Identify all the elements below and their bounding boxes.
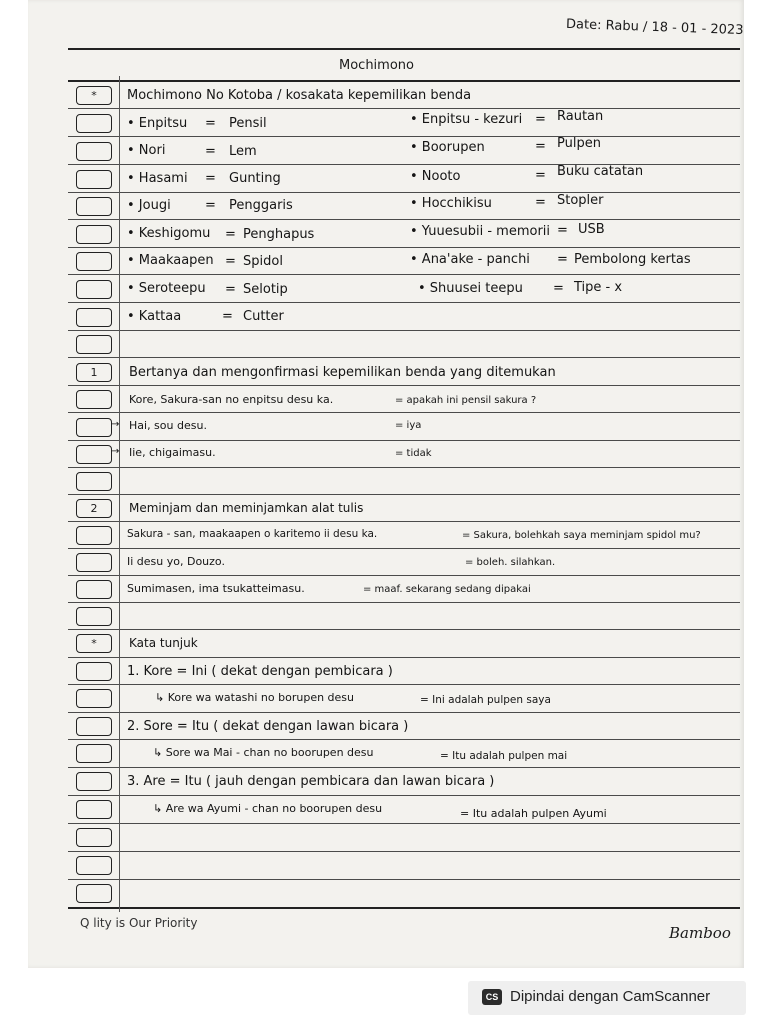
vocab-meaning: Penggaris <box>229 198 293 213</box>
rule-line <box>68 712 740 713</box>
vocab-term: • Nooto <box>410 169 461 184</box>
rule-line <box>68 108 740 109</box>
vocab-sep: = <box>222 309 233 324</box>
row-box <box>76 526 112 545</box>
row-box <box>76 607 112 626</box>
rule-line <box>68 136 740 137</box>
page-title: Mochimono <box>339 58 414 73</box>
rule-line <box>68 192 740 193</box>
rule-line <box>68 548 740 549</box>
vocab-sep: = <box>553 281 564 296</box>
sentence: Kore, Sakura-san no enpitsu desu ka. <box>129 393 334 406</box>
rule-line <box>68 219 740 220</box>
sentence: ↳ Sore wa Mai - chan no boorupen desu <box>153 746 374 759</box>
vocab-sep: = <box>205 171 216 186</box>
vocab-term: • Yuuesubii - memorii <box>410 224 551 239</box>
rule-line <box>68 302 740 303</box>
vocab-sep: = <box>535 195 546 210</box>
row-box <box>76 884 112 903</box>
vocab-term: • Maakaapen <box>127 253 214 268</box>
row-box <box>76 308 112 327</box>
sentence: Ii desu yo, Douzo. <box>127 555 225 568</box>
margin-line <box>119 76 120 912</box>
row-box <box>76 856 112 875</box>
sentence-meaning: = Sakura, bolehkah saya meminjam spidol mu? <box>462 530 701 541</box>
sentence-meaning: = maaf. sekarang sedang dipakai <box>363 584 531 595</box>
vocab-meaning: Buku catatan <box>557 164 644 179</box>
vocab-sep: = <box>225 254 236 269</box>
vocab-sep: = <box>535 168 546 183</box>
row-box <box>76 390 112 409</box>
row-box <box>76 744 112 763</box>
sentence: 1. Kore = Ini ( dekat dengan pembicara ) <box>127 664 393 679</box>
rule-line <box>68 274 740 275</box>
row-box <box>76 772 112 791</box>
row-marker-box: * <box>76 634 112 653</box>
notebook-brand-logo: Bamboo <box>669 924 731 942</box>
rule-line <box>68 385 740 386</box>
vocab-sep: = <box>535 112 546 127</box>
vocab-sep: = <box>225 227 236 242</box>
rule-line <box>68 575 740 576</box>
rule-line <box>68 657 740 658</box>
vocab-meaning: USB <box>578 222 605 237</box>
row-box <box>76 800 112 819</box>
vocab-term: • Hasami <box>127 171 188 186</box>
rule-line <box>68 823 740 824</box>
vocab-meaning: Lem <box>229 144 257 159</box>
rule-line <box>68 602 740 603</box>
rule-line <box>68 767 740 768</box>
row-box <box>76 280 112 299</box>
sentence-meaning: = Itu adalah pulpen mai <box>440 750 568 762</box>
vocab-term: • Enpitsu - kezuri <box>410 112 523 127</box>
vocab-term: • Keshigomu <box>127 226 211 241</box>
sentence-meaning: = Ini adalah pulpen saya <box>420 694 551 706</box>
vocab-term: • Boorupen <box>410 140 485 155</box>
row-box <box>76 335 112 354</box>
vocab-meaning: Cutter <box>243 309 284 324</box>
notebook-brand-slogan: Q lity is Our Priority <box>80 916 198 930</box>
row-marker-box: 2 <box>76 499 112 518</box>
sentence: ↳ Are wa Ayumi - chan no boorupen desu <box>153 802 383 815</box>
sentence: Sakura - san, maakaapen o karitemo ii desu ka. <box>127 528 378 540</box>
sentence: 3. Are = Itu ( jauh dengan pembicara dan lawan bicara ) <box>127 774 495 789</box>
vocab-meaning: Pulpen <box>557 136 601 151</box>
vocab-term: • Ana'ake - panchi <box>410 252 530 267</box>
row-box <box>76 662 112 681</box>
row-box <box>76 225 112 244</box>
vocab-sep: = <box>557 223 568 238</box>
rule-line <box>68 684 740 685</box>
sentence: 2. Sore = Itu ( dekat dengan lawan bicara ) <box>127 719 409 734</box>
vocab-meaning: Pensil <box>229 116 267 131</box>
vocab-sep: = <box>535 139 546 154</box>
row-box <box>76 252 112 271</box>
row-box <box>76 553 112 572</box>
sentence-meaning: = Itu adalah pulpen Ayumi <box>460 807 607 820</box>
vocab-meaning: Selotip <box>243 282 288 297</box>
row-box <box>76 197 112 216</box>
vocab-sep: = <box>205 144 216 159</box>
rule-line <box>68 739 740 740</box>
rule-line <box>68 247 740 248</box>
rule-line <box>68 48 740 50</box>
vocab-sep: = <box>205 198 216 213</box>
section-heading: Kata tunjuk <box>129 636 198 650</box>
row-box <box>76 717 112 736</box>
rule-line <box>68 330 740 331</box>
row-box <box>76 472 112 491</box>
rule-line <box>68 795 740 796</box>
row-box <box>76 689 112 708</box>
vocab-term: • Shuusei teepu <box>418 281 523 296</box>
rule-line <box>68 879 740 880</box>
row-box <box>76 828 112 847</box>
rule-line <box>68 907 740 909</box>
camscanner-icon: CS <box>482 989 502 1005</box>
section-heading: Mochimono No Kotoba / kosakata kepemilikan benda <box>127 88 472 103</box>
sentence: Iie, chigaimasu. <box>129 446 216 459</box>
vocab-term: • Nori <box>127 143 166 158</box>
vocab-meaning: Tipe - x <box>574 280 623 295</box>
vocab-sep: = <box>205 116 216 131</box>
vocab-meaning: Stopler <box>557 193 604 208</box>
section-heading: Bertanya dan mengonfirmasi kepemilikan benda yang ditemukan <box>129 365 556 380</box>
vocab-term: • Jougi <box>127 198 171 213</box>
sentence-meaning: = iya <box>395 420 422 431</box>
vocab-term: • Seroteepu <box>127 281 206 296</box>
row-marker-box: * <box>76 86 112 105</box>
vocab-meaning: Penghapus <box>243 227 315 242</box>
row-box <box>76 170 112 189</box>
arrow-icon: → <box>111 419 120 430</box>
vocab-meaning: Spidol <box>243 254 283 269</box>
sentence: ↳ Kore wa watashi no borupen desu <box>155 691 355 704</box>
vocab-sep: = <box>225 282 236 297</box>
row-box <box>76 580 112 599</box>
vocab-meaning: Rautan <box>557 109 604 124</box>
rule-line <box>68 851 740 852</box>
row-box <box>76 114 112 133</box>
vocab-meaning: Pembolong kertas <box>574 252 691 267</box>
date-label: Date: Rabu / 18 - 01 - 2023 <box>565 16 744 39</box>
rule-line <box>68 467 740 468</box>
vocab-term: • Hocchikisu <box>410 196 492 211</box>
camscanner-label: Dipindai dengan CamScanner <box>510 988 711 1005</box>
vocab-term: • Kattaa <box>127 309 182 324</box>
section-heading: Meminjam dan meminjamkan alat tulis <box>129 501 364 515</box>
rule-line <box>68 521 740 522</box>
row-box <box>76 418 112 437</box>
row-box <box>76 445 112 464</box>
sentence: Hai, sou desu. <box>129 419 207 432</box>
rule-line <box>68 629 740 630</box>
sentence-meaning: = boleh. silahkan. <box>465 557 556 568</box>
rule-line <box>68 80 740 82</box>
vocab-sep: = <box>557 252 568 267</box>
vocab-term: • Enpitsu <box>127 116 188 131</box>
vocab-meaning: Gunting <box>229 171 281 186</box>
sentence-meaning: = tidak <box>395 448 432 459</box>
row-marker-box: 1 <box>76 363 112 382</box>
row-box <box>76 142 112 161</box>
sentence: Sumimasen, ima tsukatteimasu. <box>127 582 305 595</box>
rule-line <box>68 412 740 413</box>
rule-line <box>68 357 740 358</box>
rule-line <box>68 440 740 441</box>
rule-line <box>68 494 740 495</box>
sentence-meaning: = apakah ini pensil sakura ? <box>395 395 537 406</box>
arrow-icon: → <box>111 446 120 457</box>
